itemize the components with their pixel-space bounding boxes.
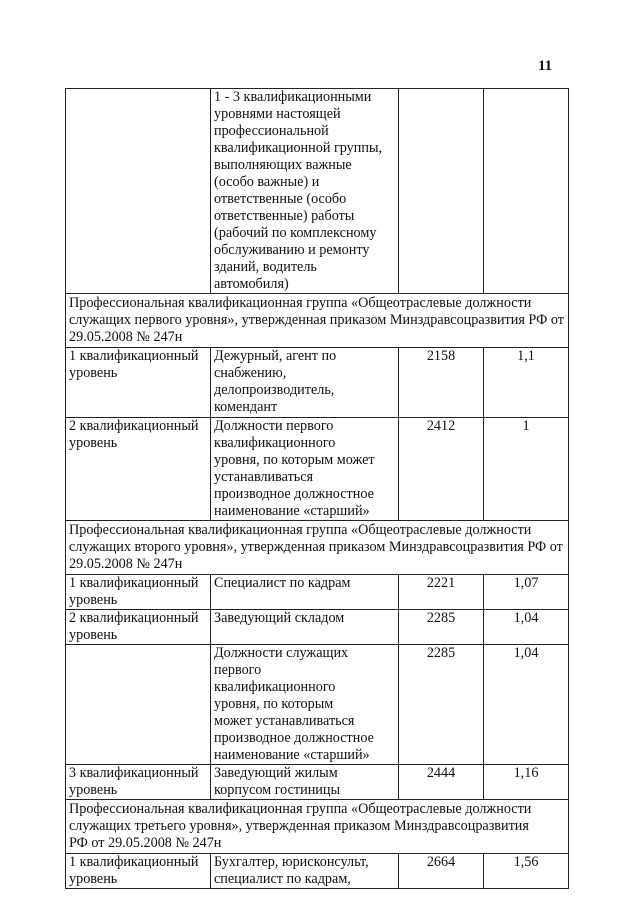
- table-row: [66, 89, 569, 294]
- level-cell: [66, 645, 211, 765]
- group-title: Профессиональная квалификационная группа «Общеотраслевые должности служащих второго уровня», утвержденная приказом Минздравсоцразвития РФ от 29.05.2008 № 247н: [66, 521, 569, 575]
- coefficient-cell: 1,04: [484, 610, 569, 645]
- table-row: [66, 348, 569, 418]
- coefficient-cell: 1,16: [484, 765, 569, 800]
- coefficient-cell: 1,1: [484, 348, 569, 418]
- level-cell: 1 квалификационный уровень: [66, 348, 211, 418]
- table-row: [66, 645, 569, 765]
- coefficient-cell: 1: [484, 418, 569, 521]
- salary-cell: 2221: [399, 575, 484, 610]
- group-title: Профессиональная квалификационная группа «Общеотраслевые должности служащих первого уровня», утвержденная приказом Минздравсоцразвития РФ от 29.05.2008 № 247н: [66, 294, 569, 348]
- coefficient-cell: 1,04: [484, 645, 569, 765]
- position-cell: Специалист по кадрам: [211, 575, 399, 610]
- level-cell: 2 квалификационный уровень: [66, 418, 211, 521]
- level-cell: 2 квалификационный уровень: [66, 610, 211, 645]
- table-row: [66, 418, 569, 521]
- level-cell: [66, 89, 211, 294]
- position-cell: 1 - 3 квалификационными уровнями настоящей профессиональной квалификационной группы, выполняющих важные (особо важные) и ответственные (особо ответственные) работы (рабочий по комплексному обслуживанию и ремонту зданий, водитель автомобиля): [211, 89, 399, 294]
- group-title: Профессиональная квалификационная группа «Общеотраслевые должности служащих третьего уровня», утвержденная приказом Минздравсоцразвития РФ от 29.05.2008 № 247н: [66, 800, 569, 854]
- salary-cell: 2285: [399, 610, 484, 645]
- group-header-row: [66, 294, 569, 348]
- coefficient-cell: 1,07: [484, 575, 569, 610]
- page-number: 11: [538, 58, 553, 74]
- position-cell: Бухгалтер, юрисконсульт, специалист по кадрам,: [211, 854, 399, 889]
- level-cell: 1 квалификационный уровень: [66, 575, 211, 610]
- coefficient-cell: [484, 89, 569, 294]
- position-cell: Заведующий жилым корпусом гостиницы: [211, 765, 399, 800]
- group-header-row: [66, 800, 569, 854]
- position-cell: Дежурный, агент по снабжению, делопроизводитель, комендант: [211, 348, 399, 418]
- coefficient-cell: 1,56: [484, 854, 569, 889]
- position-cell: Должности служащих первого квалификационного уровня, по которым может устанавливаться производное должностное наименование «старший»: [211, 645, 399, 765]
- salary-cell: 2412: [399, 418, 484, 521]
- group-header-row: [66, 521, 569, 575]
- position-cell: Должности первого квалификационного уровня, по которым может устанавливаться производное должностное наименование «старший»: [211, 418, 399, 521]
- table-row: [66, 854, 569, 889]
- salary-cell: 2444: [399, 765, 484, 800]
- position-cell: Заведующий складом: [211, 610, 399, 645]
- table-row: [66, 575, 569, 610]
- salary-cell: [399, 89, 484, 294]
- salary-cell: 2664: [399, 854, 484, 889]
- level-cell: 3 квалификационный уровень: [66, 765, 211, 800]
- table-row: [66, 765, 569, 800]
- level-cell: 1 квалификационный уровень: [66, 854, 211, 889]
- salary-cell: 2158: [399, 348, 484, 418]
- salary-cell: 2285: [399, 645, 484, 765]
- table-row: [66, 610, 569, 645]
- salary-table: [65, 88, 569, 889]
